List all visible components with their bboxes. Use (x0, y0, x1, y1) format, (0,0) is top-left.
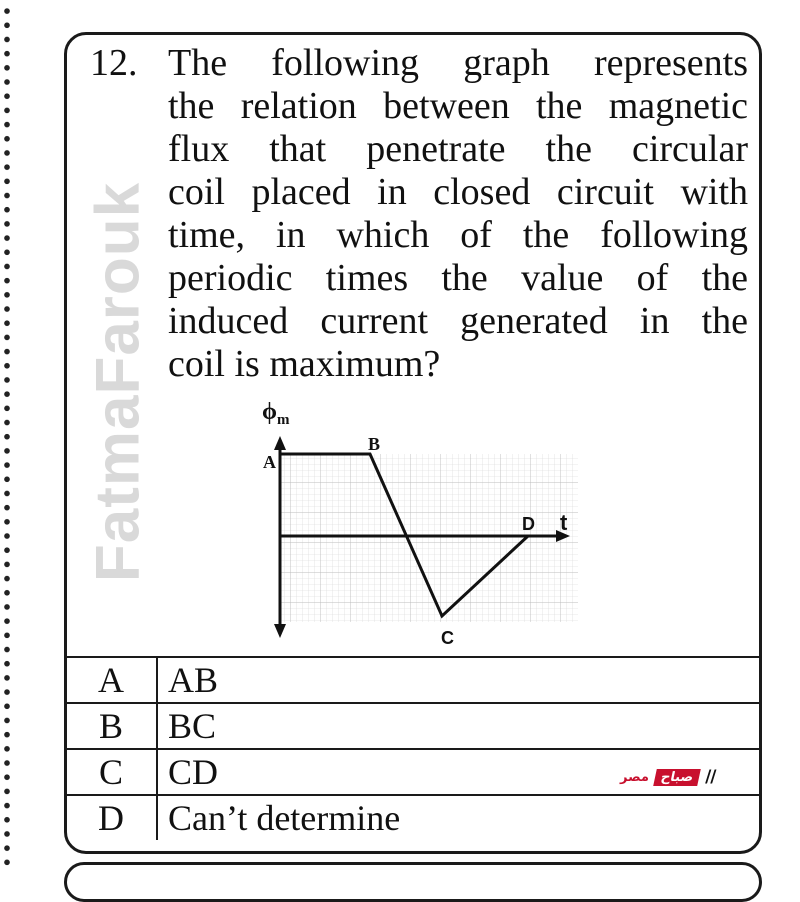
question-text (168, 42, 748, 386)
logo-word-misr: مصر (620, 769, 649, 785)
option-text: BC (157, 703, 760, 749)
y-axis-label: $\phi_m$ (262, 399, 290, 428)
point-label-b: B (368, 434, 381, 454)
y-axis-arrow-down (274, 624, 286, 638)
option-letter: C (66, 749, 157, 795)
option-letter: D (66, 795, 157, 840)
question-line: The following graph represents (168, 42, 748, 84)
point-label-d: D (522, 514, 535, 534)
publisher-logo (620, 767, 716, 787)
x-axis-label: t (560, 510, 568, 535)
option-text: AB (157, 657, 760, 703)
point-label-c: C (441, 628, 454, 648)
logo-word-sabah: صباح (653, 769, 701, 786)
watermark: FatmaFarouk (83, 181, 153, 583)
answer-options (66, 656, 760, 840)
point-label-a: A (263, 452, 276, 472)
option-letter: B (66, 703, 157, 749)
left-dot-border (0, 0, 14, 873)
question-line: time, in which of the following (168, 214, 748, 256)
y-axis-arrow-up (274, 436, 286, 450)
question-line: coil is maximum? (168, 343, 441, 385)
option-row-a[interactable] (66, 657, 760, 703)
option-row-d[interactable] (66, 795, 760, 840)
logo-bars-icon: // (705, 767, 716, 787)
option-text: Can’t determine (157, 795, 760, 840)
option-letter: A (66, 657, 157, 703)
question-line: coil placed in closed circuit with (168, 171, 748, 213)
flux-time-graph (230, 392, 590, 654)
graph-grid (280, 454, 578, 622)
next-question-frame (64, 862, 762, 902)
question-line: the relation between the magnetic (168, 85, 748, 127)
option-row-b[interactable] (66, 703, 760, 749)
question-line: periodic times the value of the (168, 257, 748, 299)
question-line: induced current generated in the (168, 300, 748, 342)
question-line: flux that penetrate the circular (168, 128, 748, 170)
option-text: CD (157, 749, 760, 795)
question-number: 12. (90, 42, 138, 84)
